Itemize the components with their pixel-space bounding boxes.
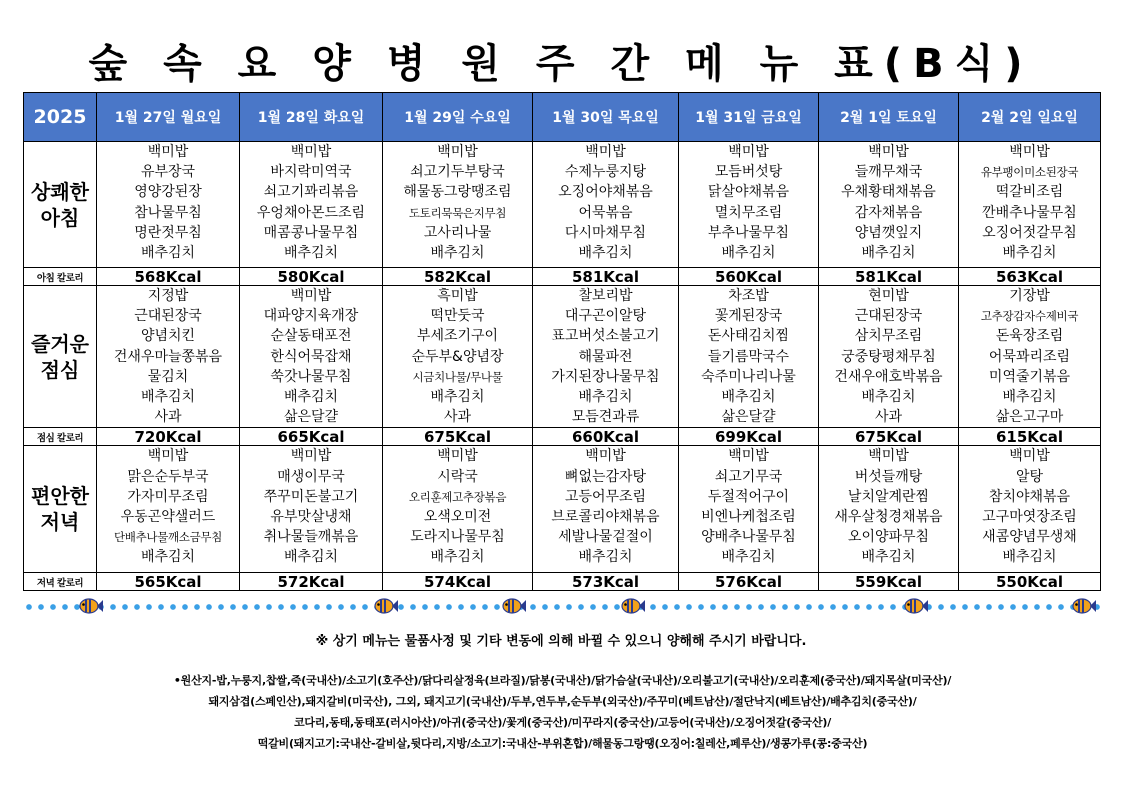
menu-item: 돈육장조림 (995, 328, 1064, 345)
menu-item: 표고버섯소불고기 (551, 328, 660, 345)
menu-item: 대파양지육개장 (263, 308, 359, 325)
menu-item: 삶은달걀 (283, 409, 339, 426)
menu-item: 알탕 (1015, 468, 1044, 485)
meal-row (24, 446, 1101, 573)
calorie-value: 675Kcal (383, 428, 533, 446)
menu-item: 우동곤약샐러드 (120, 508, 216, 525)
calorie-value: 665Kcal (240, 428, 383, 446)
menu-item: 우채황태채볶음 (841, 184, 936, 201)
menu-item: 건새우애호박볶음 (834, 368, 943, 385)
calorie-value: 574Kcal (383, 573, 533, 591)
menu-item: 배추김치 (861, 388, 916, 405)
menu-item: 배추김치 (283, 388, 339, 405)
meal-cell (383, 446, 533, 573)
fish-icon (903, 596, 929, 616)
menu-item: 배추김치 (578, 549, 633, 566)
menu-item: 배추김치 (140, 549, 196, 566)
calorie-value: 720Kcal (97, 428, 240, 446)
meal-cell (97, 286, 240, 428)
menu-item: 새우살청경채볶음 (834, 508, 943, 525)
menu-item: 해물동그랑땡조림 (403, 184, 512, 201)
menu-item: 숙주미나리나물 (701, 368, 796, 385)
menu-item: 배추김치 (1002, 244, 1057, 261)
menu-item: 대구곤이알탕 (564, 308, 647, 325)
menu-item: 꽃게된장국 (714, 308, 783, 325)
menu-item: 백미밥 (437, 448, 478, 465)
menu-item: 유부장국 (140, 164, 196, 181)
calorie-row (24, 268, 1101, 286)
meal-cell (97, 142, 240, 268)
menu-item: 건새우마늘쫑볶음 (113, 348, 223, 365)
menu-item: 명란젓무침 (134, 224, 202, 241)
meal-label (24, 286, 97, 428)
menu-item: 배추김치 (1002, 388, 1057, 405)
meal-cell (679, 142, 819, 268)
origin-line: •원산지-밥,누룽지,찹쌀,죽(국내산)/소고기(호주산)/닭다리살정육(브라질)/닭봉(국내산)/닭가슴살(국내산)/오리불고기(국내산)/오리훈제(중국산)/돼지목살(미국산)/ (173, 674, 952, 687)
origin-line: 코다리,동태,동태포(러시아산)/아귀(중국산)/꽃게(중국산)/미꾸라지(중국산)/고등어(국내산)/오징어젓갈(중국산)/ (293, 716, 832, 729)
meal-label-line: 아침 (40, 205, 80, 230)
menu-item: 매생이무국 (277, 468, 345, 485)
menu-item: 배추김치 (140, 388, 196, 405)
calorie-value: 563Kcal (959, 268, 1101, 286)
menu-item: 취나물들깨볶음 (263, 529, 359, 546)
menu-item: 배추김치 (430, 388, 485, 405)
menu-item: 고사리나물 (423, 224, 492, 241)
meal-cell (679, 286, 819, 428)
menu-item: 배추김치 (861, 549, 916, 566)
calorie-row (24, 573, 1101, 591)
calorie-value: 560Kcal (679, 268, 819, 286)
menu-item: 백미밥 (868, 448, 909, 465)
menu-item: 날치알계란찜 (847, 488, 930, 505)
calorie-value: 615Kcal (959, 428, 1101, 446)
meal-cell (533, 286, 679, 428)
calorie-value: 573Kcal (533, 573, 679, 591)
calorie-value: 582Kcal (383, 268, 533, 286)
menu-item: 버섯들깨탕 (854, 468, 923, 485)
menu-item: 쇠고기무국 (714, 468, 783, 485)
menu-item: 깐배추나물무침 (982, 204, 1077, 221)
calorie-value: 559Kcal (819, 573, 959, 591)
menu-item: 배추김치 (721, 244, 776, 261)
menu-item: 양배추나물무침 (701, 529, 796, 546)
menu-item: 백미밥 (728, 448, 769, 465)
fish-icon (1071, 596, 1097, 616)
menu-item: 배추김치 (430, 549, 485, 566)
meal-label-line: 점심 (40, 357, 80, 382)
menu-item: 배추김치 (430, 244, 485, 261)
menu-item: 백미밥 (147, 448, 189, 465)
day-header: 1월 31일 금요일 (679, 93, 819, 142)
menu-item: 백미밥 (1009, 144, 1050, 160)
menu-item: 참나물무침 (134, 204, 202, 221)
menu-item: 오이양파무침 (847, 529, 930, 546)
meal-cell (383, 142, 533, 268)
menu-item: 백미밥 (585, 448, 626, 465)
menu-item: 비엔나케첩조림 (701, 508, 796, 525)
meal-cell (959, 142, 1101, 268)
meal-cell (533, 142, 679, 268)
calorie-label: 아침 칼로리 (24, 268, 97, 286)
origin-info (40, 670, 1085, 754)
menu-item: 시락국 (437, 468, 478, 485)
header-row (24, 93, 1101, 142)
menu-item: 들깨무채국 (854, 164, 923, 181)
menu-item: 도라지나물무침 (410, 529, 505, 546)
menu-change-notice: ※ 상기 메뉴는 물품사정 및 기타 변동에 의해 바뀔 수 있으니 양해해 주시기 바랍니다. (315, 634, 807, 649)
menu-item: 다시마채무침 (564, 224, 647, 241)
menu-item: 백미밥 (1009, 448, 1050, 465)
menu-item: 미역줄기볶음 (988, 368, 1071, 385)
menu-item: 백미밥 (437, 144, 478, 160)
meal-cell (819, 286, 959, 428)
menu-item: 백미밥 (585, 144, 626, 160)
menu-item: 세발나물겉절이 (558, 529, 653, 546)
menu-item: 두절적어구이 (707, 488, 790, 505)
menu-item: 멸치무조림 (714, 204, 783, 221)
day-header: 1월 30일 목요일 (533, 93, 679, 142)
menu-item: 삶은달걀 (721, 409, 776, 426)
menu-item: 모듬견과류 (571, 409, 640, 426)
meal-label-line: 편안한 (31, 484, 89, 509)
calorie-row (24, 428, 1101, 446)
menu-item: 도토리묵묵은지무침 (408, 205, 507, 220)
menu-item: 배추김치 (140, 244, 196, 261)
menu-item: 찰보리밥 (578, 288, 633, 304)
meal-cell (959, 286, 1101, 428)
calorie-value: 568Kcal (97, 268, 240, 286)
menu-item: 쇠고기두부탕국 (410, 164, 505, 181)
menu-item: 배추김치 (283, 244, 339, 261)
meal-label-line: 상쾌한 (31, 179, 89, 204)
menu-item: 단배추나물깨소금무침 (113, 530, 223, 545)
meal-cell (383, 286, 533, 428)
menu-item: 한식어묵잡채 (270, 348, 352, 365)
menu-item: 사과 (154, 409, 182, 426)
calorie-value: 699Kcal (679, 428, 819, 446)
menu-item: 오징어젓갈무침 (982, 224, 1077, 241)
menu-item: 떡갈비조림 (995, 184, 1064, 201)
day-header: 1월 27일 월요일 (97, 93, 240, 142)
menu-item: 쇠고기꽈리볶음 (263, 184, 359, 201)
origin-line: 돼지삼겹(스페인산),돼지갈비(미국산), 그외, 돼지고기(국내산)/두부,연두부,순두부(외국산)/주꾸미(베트남산)/절단낙지(베트남산)/배추김치(중국산)/ (208, 695, 917, 708)
menu-item: 우엉채아몬드조림 (256, 204, 366, 221)
menu-item: 순두부&양념장 (411, 348, 504, 365)
menu-item: 양념깻잎지 (854, 224, 923, 241)
calorie-value: 550Kcal (959, 573, 1101, 591)
menu-item: 현미밥 (868, 288, 909, 304)
menu-item: 브로콜리야채볶음 (551, 508, 660, 525)
menu-item: 모듬버섯탕 (714, 164, 783, 181)
menu-item: 유부맛살냉채 (270, 508, 352, 525)
calorie-value: 675Kcal (819, 428, 959, 446)
menu-item: 해물파전 (578, 348, 633, 365)
menu-item: 백미밥 (728, 144, 769, 160)
meal-cell (97, 446, 240, 573)
menu-item: 들기름막국수 (707, 348, 790, 365)
menu-item: 근대된장국 (134, 308, 202, 325)
meal-cell (533, 446, 679, 573)
fish-icon (620, 596, 646, 616)
menu-item: 어묵꽈리조림 (988, 348, 1071, 365)
menu-item: 양념치킨 (140, 328, 196, 345)
meal-cell (240, 286, 383, 428)
menu-item: 궁중탕평채무침 (841, 348, 936, 365)
menu-item: 뼈없는감자탕 (564, 468, 647, 485)
day-header: 1월 29일 수요일 (383, 93, 533, 142)
meal-label (24, 446, 97, 573)
menu-item: 사과 (874, 409, 903, 426)
menu-item: 흑미밥 (437, 288, 478, 304)
calorie-value: 572Kcal (240, 573, 383, 591)
menu-item: 유부팽이미소된장국 (980, 165, 1079, 180)
menu-item: 고구마엿장조림 (982, 508, 1077, 525)
menu-item: 고등어무조림 (564, 488, 647, 505)
menu-item: 백미밥 (290, 448, 332, 465)
calorie-value: 581Kcal (819, 268, 959, 286)
menu-item: 삼치무조림 (854, 328, 923, 345)
menu-item: 부추나물무침 (707, 224, 790, 241)
menu-item: 배추김치 (578, 388, 633, 405)
calorie-value: 660Kcal (533, 428, 679, 446)
menu-item: 참치야채볶음 (988, 488, 1071, 505)
menu-item: 백미밥 (868, 144, 909, 160)
menu-item: 사과 (443, 409, 472, 426)
day-header: 2월 2일 일요일 (959, 93, 1101, 142)
menu-item: 배추김치 (283, 549, 339, 566)
menu-item: 감자채볶음 (854, 204, 923, 221)
menu-item: 백미밥 (290, 144, 332, 160)
calorie-value: 580Kcal (240, 268, 383, 286)
menu-item: 오리훈제고추장볶음 (408, 489, 507, 504)
menu-item: 배추김치 (861, 244, 916, 261)
calorie-value: 565Kcal (97, 573, 240, 591)
menu-item: 삶은고구마 (995, 409, 1064, 426)
day-header: 1월 28일 화요일 (240, 93, 383, 142)
meal-cell (679, 446, 819, 573)
fish-icon (78, 596, 104, 616)
menu-item: 영양강된장 (134, 184, 202, 201)
menu-item: 순살동태포전 (270, 328, 352, 345)
bubble-dots (23, 603, 1100, 611)
menu-item: 부세조기구이 (416, 328, 499, 345)
meal-label (24, 142, 97, 268)
menu-item: 물김치 (147, 368, 189, 385)
meal-row (24, 286, 1101, 428)
menu-item: 기장밥 (1009, 288, 1050, 304)
bubble-divider (23, 596, 1100, 618)
meal-cell (959, 446, 1101, 573)
menu-item: 쭈꾸미돈불고기 (263, 488, 359, 505)
menu-item: 백미밥 (147, 144, 189, 160)
menu-item: 지정밥 (147, 288, 189, 304)
fish-icon (373, 596, 399, 616)
menu-item: 바지락미역국 (270, 164, 352, 181)
meal-row (24, 142, 1101, 268)
meal-cell (240, 446, 383, 573)
menu-item: 백미밥 (290, 288, 332, 304)
calorie-value: 576Kcal (679, 573, 819, 591)
menu-item: 고추장감자수제비국 (980, 309, 1079, 324)
meal-cell (819, 446, 959, 573)
meal-cell (819, 142, 959, 268)
menu-item: 배추김치 (721, 549, 776, 566)
menu-item: 가자미무조림 (127, 488, 209, 505)
calorie-label: 점심 칼로리 (24, 428, 97, 446)
menu-item: 쑥갓나물무침 (270, 368, 352, 385)
menu-item: 가지된장나물무침 (551, 368, 660, 385)
menu-item: 오징어야채볶음 (558, 184, 653, 201)
weekly-menu-table (23, 92, 1101, 591)
page-title: 숲 속 요 양 병 원 주 간 메 뉴 표(B식) (88, 41, 1034, 87)
meal-cell (240, 142, 383, 268)
menu-item: 닭살야채볶음 (707, 184, 790, 201)
meal-label-line: 저녁 (40, 510, 80, 535)
menu-item: 매콤콩나물무침 (263, 224, 359, 241)
menu-item: 수제누룽지탕 (564, 164, 647, 181)
day-header: 2월 1일 토요일 (819, 93, 959, 142)
menu-item: 시금치나물/무나물 (412, 369, 503, 384)
calorie-value: 581Kcal (533, 268, 679, 286)
menu-item: 맑은순두부국 (127, 468, 209, 485)
menu-item: 배추김치 (1002, 549, 1057, 566)
menu-item: 차조밥 (728, 288, 769, 304)
origin-line: 떡갈비(돼지고기:국내산-갈비살,뒷다리,지방/소고기:국내산-부위혼합)/해물동그랑땡(오징어:칠레산,페루산)/생콩가루(콩:중국산) (257, 737, 868, 750)
calorie-label: 저녁 칼로리 (24, 573, 97, 591)
menu-item: 어묵볶음 (578, 204, 633, 221)
meal-label-line: 즐거운 (31, 331, 89, 356)
fish-icon (501, 596, 527, 616)
menu-item: 배추김치 (578, 244, 633, 261)
menu-item: 새콤양념무생채 (982, 529, 1077, 546)
menu-item: 배추김치 (721, 388, 776, 405)
menu-item: 근대된장국 (854, 308, 923, 325)
menu-item: 오색오미전 (423, 508, 492, 525)
menu-item: 떡만둣국 (430, 308, 485, 325)
year-cell: 2025 (24, 93, 97, 142)
menu-item: 돈사태김치찜 (707, 328, 790, 345)
